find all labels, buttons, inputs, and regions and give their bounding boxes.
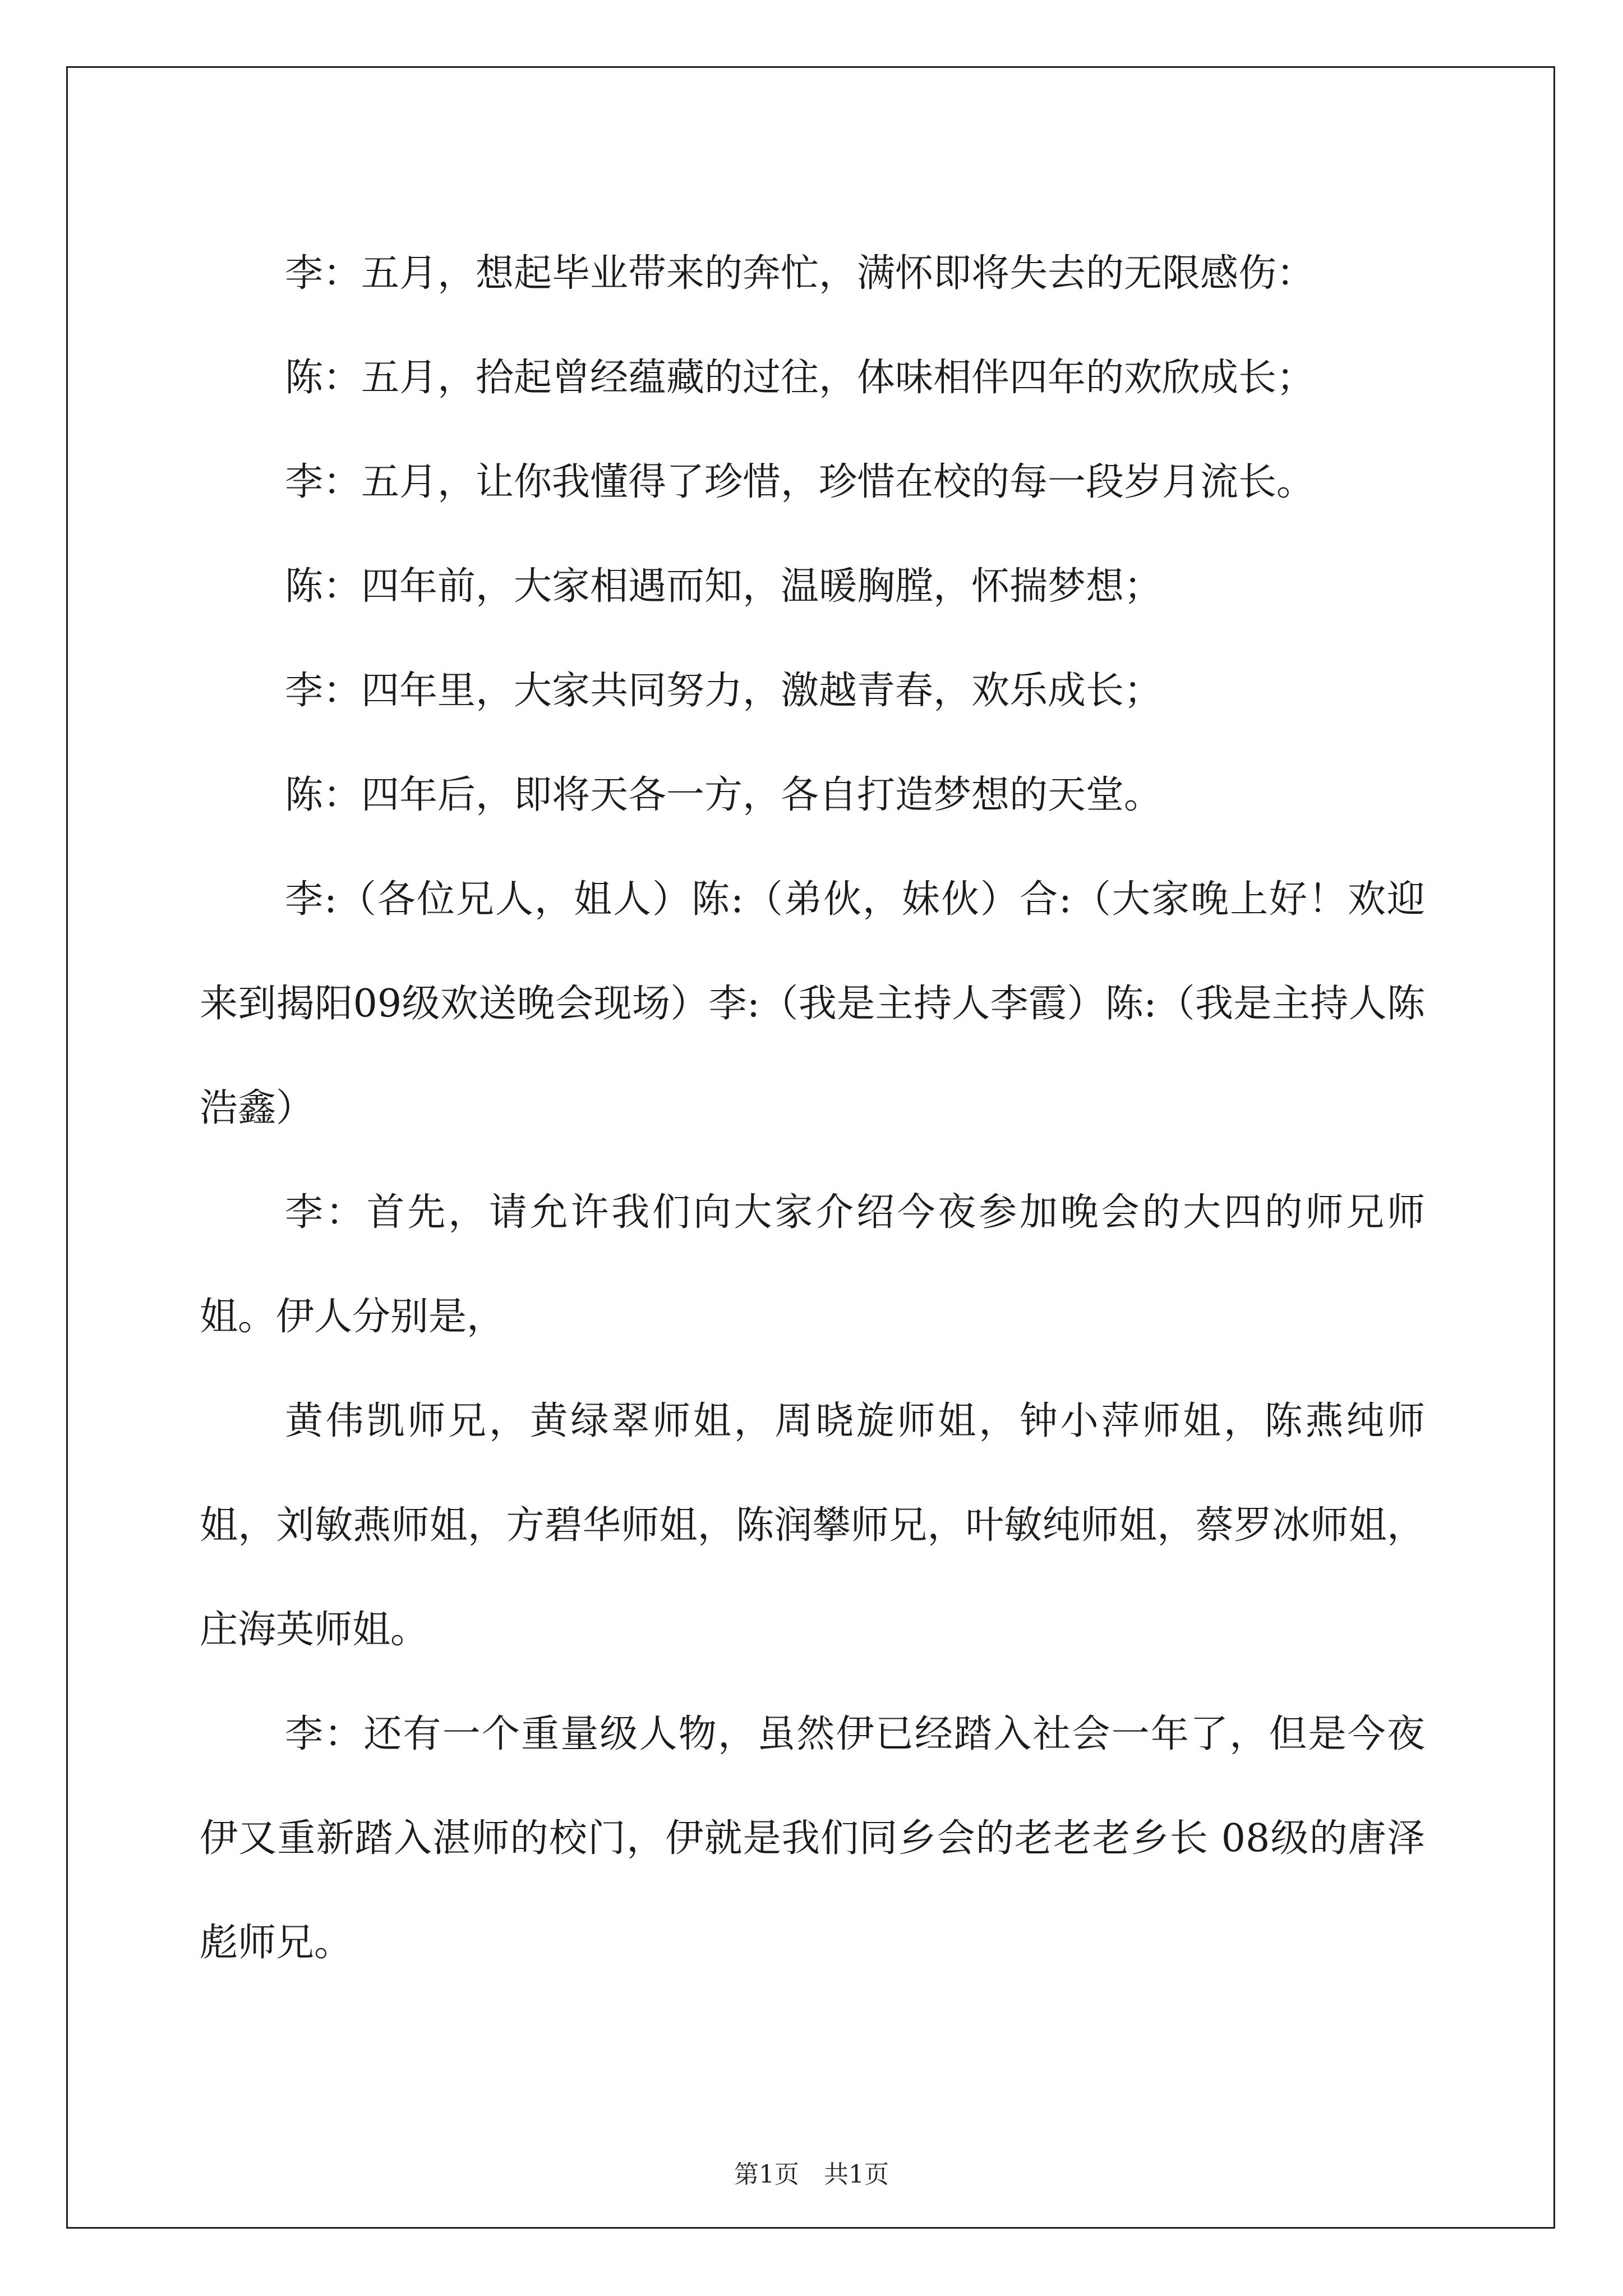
page-number-footer: 第1页 共1页: [734, 2160, 889, 2189]
paragraph: 李：五月，让你我懂得了珍惜，珍惜在校的每一段岁月流长。: [285, 460, 1315, 504]
paragraph: 陈：四年前，大家相遇而知，温暖胸膛，怀揣梦想；: [285, 564, 1163, 609]
paragraph: 李：五月，想起毕业带来的奔忙，满怀即将失去的无限感伤：: [285, 251, 1315, 296]
paragraph: 李：首先，请允许我们向大家介绍今夜参加晚会的大四的师兄师姐。伊人分别是，: [200, 1190, 1425, 1339]
paragraph: 李：四年里，大家共同努力，激越青春，欢乐成长；: [285, 669, 1163, 713]
paragraph: 陈：四年后，即将天各一方，各自打造梦想的天堂。: [285, 773, 1163, 817]
paragraph: 黄伟凯师兄，黄绿翠师姐，周晓旋师姐，钟小萍师姐，陈燕纯师姐，刘敏燕师姐，方碧华师姐，陈润攀师兄，叶敏纯师姐，蔡罗冰师姐，庄海英师姐。: [200, 1399, 1425, 1652]
paragraph: 陈：五月，拾起曾经蕴藏的过往，体味相伴四年的欢欣成长；: [285, 356, 1315, 400]
paragraph: 李:（各位兄人，姐人）陈:（弟伙，妹伙）合:（大家晚上好！欢迎来到揭阳09级欢送晚会现场）李:（我是主持人李霞）陈:（我是主持人陈浩鑫）: [200, 877, 1425, 1130]
document-body: [200, 222, 1425, 1995]
paragraph: 李：还有一个重量级人物，虽然伊已经踏入社会一年了，但是今夜伊又重新踏入湛师的校门，伊就是我们同乡会的老老老乡长 08级的唐泽彪师兄。: [200, 1712, 1425, 1965]
